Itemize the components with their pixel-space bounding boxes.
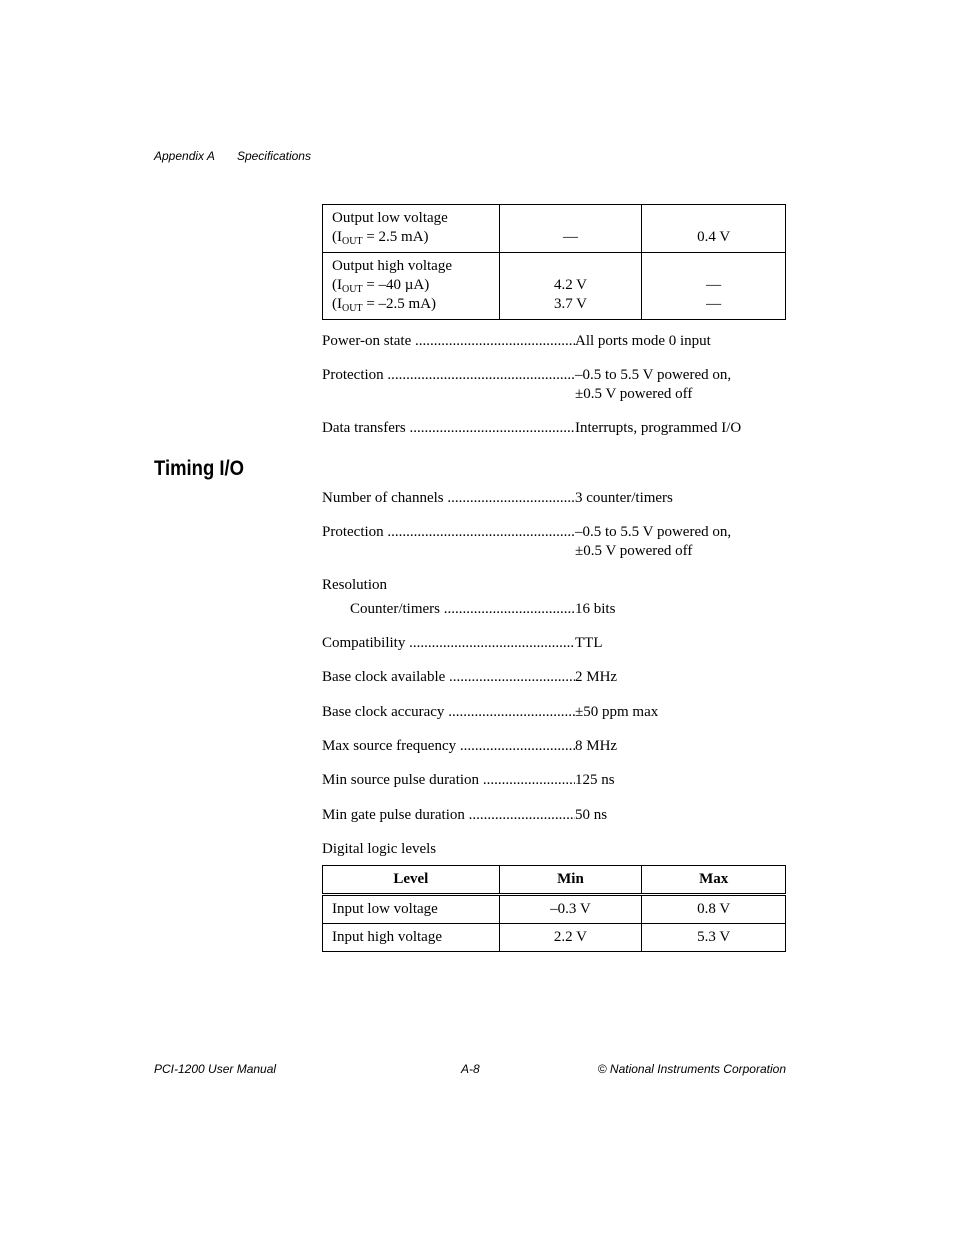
logic-levels-table: [322, 865, 786, 952]
spec-min-source-pulse: Min source pulse duration ..... 125 ns: [322, 771, 792, 790]
spec-base-clock-available: Base clock available ..... 2 MHz: [322, 668, 792, 687]
spec-digital-logic-levels: Digital logic levels: [322, 841, 437, 857]
table-header-row: [323, 866, 786, 895]
chapter-label: Appendix A: [154, 149, 215, 163]
table-row: [323, 895, 786, 924]
table-cell-max: 0.4 V: [642, 205, 786, 253]
section-label: Specifications: [236, 149, 311, 163]
table-cell-min: 2.2 V: [499, 924, 642, 952]
spec-protection: Protection ..... –0.5 to 5.5 V powered on, ±0.5 V powered off: [322, 366, 792, 404]
footer-copyright: © National Instruments Corporation: [597, 1062, 786, 1076]
footer-manual-title: PCI-1200 User Manual: [154, 1062, 277, 1076]
running-header: [154, 149, 311, 163]
section-heading: Timing I/O: [154, 457, 245, 480]
table-cell-level: Input high voltage: [323, 924, 500, 952]
spec-number-of-channels: Number of channels ..... 3 counter/timers: [322, 489, 792, 508]
table-cell-min: –0.3 V: [499, 895, 642, 924]
column-header-min: Min: [499, 866, 642, 895]
table-cell-level: Input low voltage: [323, 895, 500, 924]
spec-min-gate-pulse: Min gate pulse duration ..... 50 ns: [322, 806, 792, 825]
table-cell-max: — —: [642, 253, 786, 320]
table-row: [323, 205, 786, 253]
table-cell-max: 5.3 V: [642, 924, 786, 952]
spec-compatibility: Compatibility ..... TTL: [322, 634, 792, 653]
column-header-level: Level: [323, 866, 500, 895]
table-cell-label: Output high voltage ($I_{OUT} = -40$ µA) ($I_{OUT} = -2.5$ mA): [323, 253, 500, 320]
spec-power-on-state: Power-on state ..... All ports mode 0 input: [322, 332, 792, 351]
table-cell-max: 0.8 V: [642, 895, 786, 924]
table-cell-min: 4.2 V 3.7 V: [499, 253, 642, 320]
spec-base-clock-accuracy: Base clock accuracy ..... ±50 ppm max: [322, 703, 792, 722]
spec-counter-timers: Counter/timers ..... 16 bits: [322, 600, 792, 619]
column-header-max: Max: [642, 866, 786, 895]
table-cell-label: Output low voltage ($I_{OUT} = 2.5$ mA): [323, 205, 500, 253]
spec-resolution: Resolution: [322, 577, 388, 593]
spec-max-source-frequency: Max source frequency ..... 8 MHz: [322, 737, 792, 756]
table-cell-min: —: [499, 205, 642, 253]
spec-data-transfers: Data transfers ..... Interrupts, programmed I/O: [322, 419, 792, 438]
footer-page-number: A-8: [461, 1062, 480, 1076]
table-row: [323, 253, 786, 320]
table-row: [323, 924, 786, 952]
spec-timing-protection: Protection ..... –0.5 to 5.5 V powered on, ±0.5 V powered off: [322, 523, 792, 561]
output-voltage-table: [322, 204, 786, 320]
